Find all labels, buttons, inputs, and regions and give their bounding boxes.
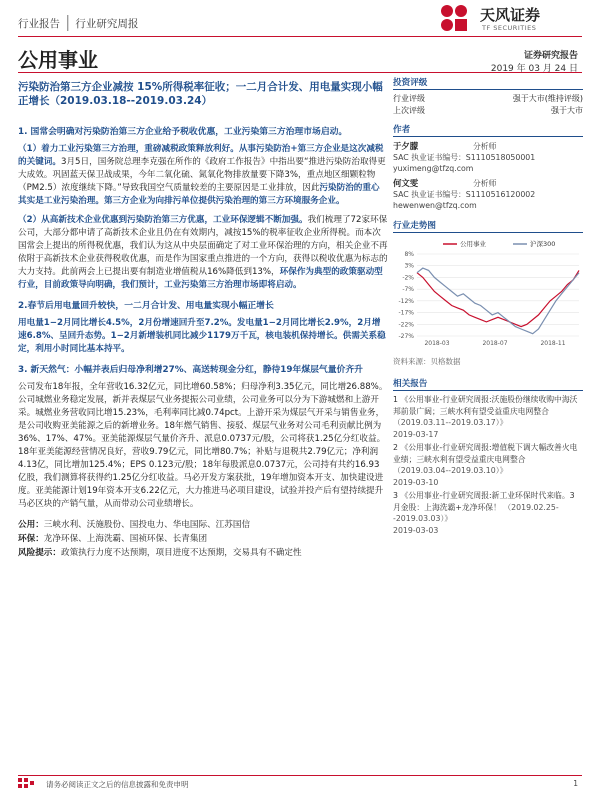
x-tick-label: 2018-11 (540, 340, 566, 347)
tf-securities-logo (438, 2, 578, 38)
recommend-utilities (18, 519, 388, 532)
analyst-2 (393, 178, 583, 211)
recommend-env-label: 环保： (18, 534, 44, 544)
rating-row (393, 93, 583, 105)
related-3-text: 《公用事业-行业研究周报:新工业环保时代来临。3 月金股：上海洗霸+龙净环保！ (393, 491, 575, 512)
analyst-2-email[interactable]: hewenwen@tfzq.com (393, 201, 477, 210)
footer-logo-icon (18, 778, 34, 790)
x-tick-label: 2018-07 (482, 340, 508, 347)
title-divider (18, 72, 582, 73)
rating-value: 强于大市(维持评级) (512, 94, 583, 103)
y-tick-label: -12% (398, 297, 414, 305)
legend-label-1: 公用事业 (460, 240, 486, 248)
related-3-num: 3 (393, 491, 398, 500)
analyst-1-email[interactable]: yuximeng@tfzq.com (393, 164, 474, 173)
analyst-2-name: 何文雯 (393, 178, 419, 188)
footer-disclaimer: 请务必阅读正文之后的信息披露和免责申明 (46, 780, 189, 789)
related-report-3[interactable] (393, 490, 583, 536)
header-divider (18, 36, 582, 37)
trend-heading: 行业走势图 (393, 219, 583, 233)
logo-mark-icon (438, 2, 474, 38)
s1-p1-text: 3月5日，国务院总理李克强在所作的《政府工作报告》中指出要“推进污染防治取得更大成效。巩固蓝天保卫战成果，今年二氧化硫、氮氧化物排放量要下降3%，重点地区细颗粒物（PM2.5）浓度继续下降。”导致我国空气质量较差的主要原因是工业排放，因此 (18, 157, 386, 193)
x-tick-label: 2018-03 (424, 340, 450, 347)
page-title: 公用事业 (18, 48, 98, 72)
y-tick-label: -27% (398, 333, 414, 340)
report-category: 行业报告 (18, 18, 60, 30)
analyst-2-sac: SAC 执业证书编号：S1110516120002 (393, 190, 536, 199)
related-2-text: 《公用事业-行业研究周报:增值税下调大幅改善火电业绩；三峡水利有望受益重庆电网整合 (393, 443, 578, 464)
section-1-heading: 1. 国常会明确对污染防治第三方企业给予税收优惠，工业污染第三方治理市场启动。 (18, 127, 348, 137)
related-1-text: 《公用事业-行业研究周报:沃施股份继续收购中海沃邦前景广阔；三峡水利有望受益重庆电网整合 (393, 395, 578, 416)
sidebar (393, 76, 583, 536)
section-3-heading: 3. 新天然气：小幅并表后归母净利增27%、高送转现金分红，静待19年煤层气量价齐升 (18, 365, 363, 375)
report-dept: 证券研究报告 (523, 51, 578, 61)
recommend-env-value: 龙净环保、上海洗霸、国祯环保、长青集团 (43, 534, 208, 544)
analyst-2-role: 分析师 (473, 179, 497, 188)
related-2-num: 2 (393, 443, 398, 452)
trend-chart (393, 236, 583, 354)
logo-cn-text: 天风证券 (480, 6, 541, 24)
s1-p2-text: 我们梳理了72家环保公司，大部分都申请了高新技术企业且仍在有效期内，减按15%的税率征收企业所得税。而本次国常会上提出的所得税优惠，我们认为这从中央层面确定了对工业环保治理的方向，相关企业不再依附于高新技术企业获得税收优惠，而是作为国家重点推进的一个方向，获得以税收优惠为标志的大力支持。此前两会上已提出要有制造业增值税从16%降低到13%， (18, 215, 388, 277)
s1-p1-tail: 污染防治的重心其实是工业污染治理。第三方企业为向排污单位提供污染治理的第三方环境服务企业。 (18, 183, 380, 206)
y-tick-label: -2% (402, 274, 414, 282)
y-tick-label: 3% (404, 262, 414, 270)
risk-label: 风险提示： (18, 548, 61, 558)
report-date: 2019 年 03 月 24 日 (490, 64, 578, 74)
section-2-heading: 2.春节后用电量回升较快，一二月合计发、用电量实现小幅正增长 (18, 301, 274, 311)
trend-chart-svg (393, 236, 583, 354)
header-separator: | (65, 12, 71, 31)
related-1-range: （2019.03.11--2019.03.17）》 (393, 418, 508, 427)
s1-p2-lead: （2）从高新技术企业优惠到污染防治第三方优惠，工业环保逻辑不断加强。 (18, 215, 308, 225)
related-heading: 相关报告 (393, 377, 583, 391)
y-tick-label: -7% (402, 286, 414, 294)
recommend-env (18, 533, 388, 546)
recommend-utilities-label: 公用： (18, 520, 44, 530)
footer-divider (18, 775, 582, 776)
risk-note (18, 547, 388, 560)
analyst-1 (393, 141, 583, 174)
analyst-1-sac: SAC 执业证书编号：S1110518050001 (393, 153, 536, 162)
related-3-range: （2019.02.25--2019.03.03）》 (393, 502, 559, 523)
s1-p1-lead: （1）着力工业污染第三方治理，重磅减税政策释放利好。从事污染防治+第三方企业是这次减税的关键词。 (18, 144, 384, 167)
section-1-paragraph-2 (18, 214, 388, 292)
report-subcategory: 行业研究周报 (75, 18, 139, 30)
prev-rating-value: 强于大市 (551, 106, 583, 115)
related-1-pub: 2019-03-17 (393, 429, 439, 439)
related-report-1[interactable] (393, 394, 583, 440)
related-2-range: （2019.03.04--2019.03.10）》 (393, 466, 508, 475)
prev-rating-row (393, 105, 583, 117)
rating-heading: 投资评级 (393, 76, 583, 90)
section-1-paragraph-1 (18, 143, 388, 208)
section-3-paragraph: 公司发布18年报，全年营收16.32亿元，同比增60.58%；归母净利3.35亿元，同比增26.88%。公司城燃业务稳定发展，新并表煤层气业务提振公司业绩，公司业务可以分为下游城燃和上游开采。城燃业务营收同比增15.23%，毛利率同比减0.74pct。上游开采为煤层气开采与销售业务，是公司收购亚美能源之后的新增业务。18年燃气销售、接驳、煤层气业务对公司毛利贡献比例为36%、17%、47%。亚美能源煤层气量价齐升、派息0.0737元/股，公司将获1.25亿分红收益。18年亚美能源经营情况良好，营收9.79亿元，同比增80.7%；补贴与退税共2.79亿元；净利润4.13亿，同比增加125.4%；EPS 0.123元/股；18年每股派息0.0737元，公司持有共约16.93亿股，我们测算将获得约1.25亿分红收益。马必开发方案获批，19年增加资本开支、加快建设进度。亚美能源计划19年资本开支6.22亿元，大力推进马必项目建设，试验并投产后有望持续提升马必区块的产销气量，从而带动公司业绩增长。 (18, 382, 388, 509)
main-body (18, 118, 388, 566)
analyst-1-role: 分析师 (473, 142, 497, 151)
legend-label-2: 沪深300 (530, 240, 556, 248)
page-number: 1 (573, 779, 578, 788)
rating-label: 行业评级 (393, 94, 425, 103)
related-report-2[interactable] (393, 442, 583, 488)
related-3-pub: 2019-03-03 (393, 525, 439, 535)
section-2-paragraph: 用电量1−2月同比增长4.5%，2月份增速回升至7.2%。发电量1−2月同比增长2.9%，2月增速6.8%、呈回升态势。1−2月新增装机同比减少1179万千瓦，核电装机保持增长。供需关系稳定，利用小时同比基本持平。 (18, 318, 386, 354)
analysts-heading: 作者 (393, 123, 583, 137)
recommend-utilities-value: 三峡水利、沃施股份、国投电力、华电国际、江苏国信 (43, 520, 251, 530)
risk-value: 政策执行力度不达预期，项目进度不达预期，交易具有不确定性 (60, 548, 302, 558)
analyst-1-name: 于夕朦 (393, 141, 419, 151)
chart-source: 资料来源：贝格数据 (393, 357, 461, 366)
logo-en-text: TF SECURITIES (482, 24, 537, 32)
s1-p2-tail: 环保作为典型的政策驱动型行业，目前政策导向明确，我们预计，工业污染第三方治理市场即将启动。 (18, 267, 383, 290)
prev-rating-label: 上次评级 (393, 106, 425, 115)
y-tick-label: -22% (398, 321, 414, 329)
y-tick-label: 8% (404, 251, 414, 258)
related-1-num: 1 (393, 395, 398, 404)
series-line-1 (417, 270, 579, 326)
related-2-pub: 2019-03-10 (393, 477, 439, 487)
report-subtitle: 污染防治第三方企业减按 15%所得税率征收；一二月合计发、用电量实现小幅正增长（2019.03.18--2019.03.24） (18, 81, 383, 107)
footer (18, 778, 582, 792)
y-tick-label: -17% (398, 309, 414, 317)
